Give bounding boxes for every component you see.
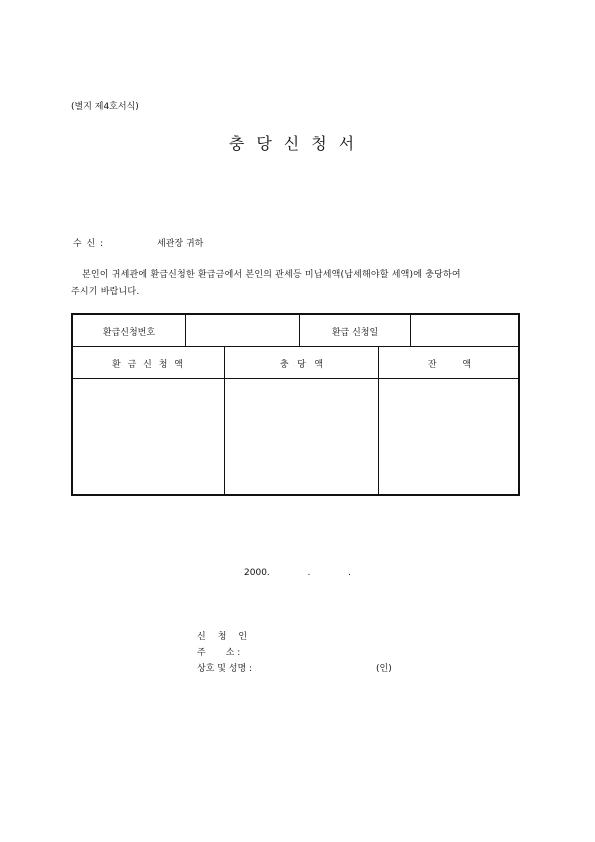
refund-amount-header: 환 금 신 청 액	[112, 360, 185, 370]
table-divider	[73, 346, 518, 347]
offset-amount-header: 충 당 액	[279, 360, 324, 370]
company-name-label: 상호 및 성명 :	[197, 664, 253, 674]
seal-mark: (인)	[376, 664, 392, 674]
applicant-label: 신청인	[197, 632, 260, 642]
balance-header: 잔 액	[427, 360, 472, 370]
refund-amount-field[interactable]	[73, 379, 224, 496]
offset-amount-field[interactable]	[225, 379, 378, 496]
address-label: 주 소 :	[197, 648, 241, 658]
refund-offset-table	[71, 313, 520, 496]
date-line: 2000. . .	[244, 568, 351, 578]
balance-field[interactable]	[379, 379, 520, 496]
refund-application-date-field[interactable]	[411, 325, 520, 337]
body-text-line-1: 본인이 귀세관에 환급신청한 환급금에서 본인의 관세등 미납세액(납세해야할 세액)에 충당하여	[82, 270, 461, 280]
page-title: 충당신청서	[228, 134, 367, 153]
body-text-line-2: 주시기 바랍니다.	[71, 287, 140, 297]
form-number: (별지 제4호서식)	[71, 102, 139, 112]
recipient-value: 세관장 귀하	[157, 239, 204, 249]
refund-application-number-label: 환급신청번호	[102, 328, 156, 338]
refund-application-number-field[interactable]	[186, 325, 299, 337]
recipient-label: 수 신 :	[73, 239, 105, 249]
refund-application-date-label: 환급 신청일	[331, 328, 379, 338]
